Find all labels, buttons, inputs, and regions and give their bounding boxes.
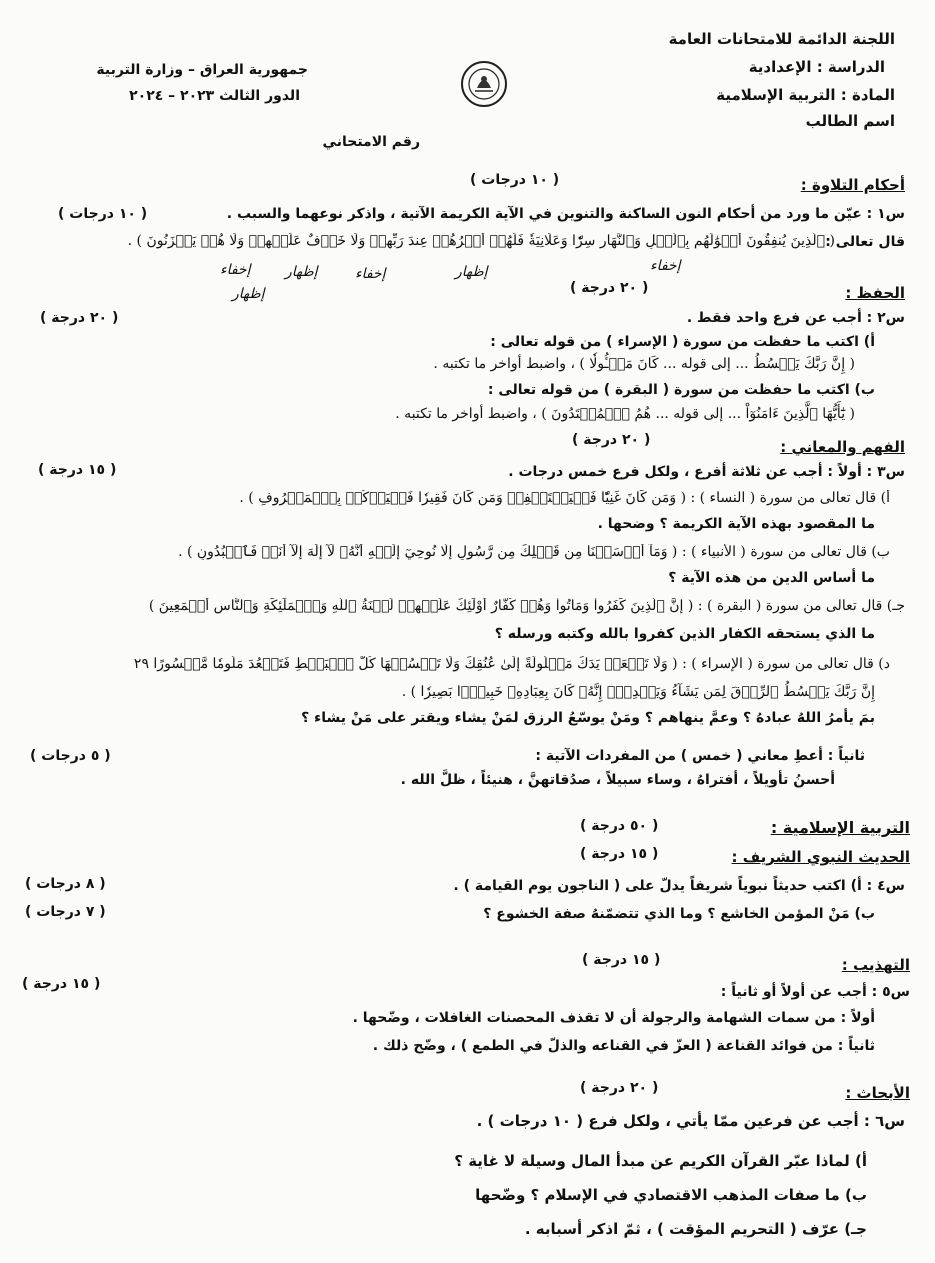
q1-text: س١ : عيّن ما ورد من أحكام النون الساكنة والتنوين في الآية الكريمة الآتية ، واذكر نوعهما والسبب . [226, 206, 905, 222]
handwritten-note: إظهار [232, 286, 265, 302]
q1-verse: ( ٱلَّذِينَ يُنفِقُونَ أَمۡوَٰلَهُم بِٱلَّيۡلِ وَٱلنَّهَارِ سِرّٗا وَعَلَانِيَةٗ فَلَهُمۡ أَجۡرُهُمۡ عِندَ رَبِّهِمۡ وَلَا خَوۡفٌ عَلَيۡهِمۡ وَلَا هُمۡ يَحۡزَنُونَ ) . [127, 233, 835, 249]
q5-first: أولاً : من سمات الشهامة والرجولة أن لا تقذف المحصنات الغافلات ، وضّحها . [352, 1010, 875, 1026]
q2-b-line2: ( يَٰٓأَيُّهَا ٱلَّذِينَ ءَامَنُوٓاْ ... إلى قوله ... هُمُ ٱلۡمُهۡتَدُونَ ) ، واضبط أواخر ما تكتبه . [395, 406, 855, 422]
q3-d-line3: بمَ يأمرُ اللهُ عبادهُ ؟ وعمَّ ينهاهم ؟ ومَنْ يوسّعُ الرزق لمَنْ يشاء ويقتر على مَنْ يشاء ؟ [301, 710, 875, 726]
q3-text: س٣ : أولاً : أجب عن ثلاثة أفرع ، ولكل فرع خمس درجات . [508, 464, 905, 480]
q5-text: س٥ : أجب عن أولاً أو ثانياً : [720, 984, 910, 1000]
q2-a-line2: ( إِنَّ رَبَّكَ يَبۡسُطُ ... إلى قوله ... كَانَ مَسۡـُٔولٗا ) ، واضبط أواخر ما تكتبه . [433, 356, 855, 372]
thaniyan-text: ثانياً : أعطِ معاني ( خمس ) من المفردات الآتية : [535, 748, 865, 764]
committee-name: اللجنة الدائمة للامتحانات العامة [668, 30, 895, 48]
q6-b: ب) ما صفات المذهب الاقتصادي في الإسلام ؟ وضّحها [475, 1186, 867, 1204]
tahdheeb-heading: التهذيب : [841, 956, 910, 974]
subject: المادة : التربية الإسلامية [716, 86, 895, 104]
q6-a: أ) لماذا عبّر القرآن الكريم عن مبدأ المال وسيلة لا غاية ؟ [454, 1152, 867, 1170]
abhath-marks: ( ٢٠ درجة ) [580, 1080, 659, 1096]
verse-intro: قال تعالى : [825, 234, 905, 250]
tilawa-marks: ( ١٠ درجات ) [470, 172, 560, 188]
q2-text: س٢ : أجب عن فرع واحد فقط . [686, 310, 905, 326]
tarbiya-marks: ( ٥٠ درجة ) [580, 818, 659, 834]
q3-marks: ( ١٥ درجة ) [38, 462, 117, 478]
q3-a-line2: ما المقصود بهذه الآية الكريمة ؟ وضحها . [597, 516, 875, 532]
thaniyan-marks: ( ٥ درجات ) [30, 748, 111, 764]
ministry-seal-icon [460, 60, 508, 108]
q3-b-line2: ما أساس الدين من هذه الآية ؟ [668, 570, 875, 586]
q1-marks: ( ١٠ درجات ) [58, 206, 148, 222]
q2-b-line1: ب) اكتب ما حفظت من سورة ( البقرة ) من قوله تعالى : [487, 382, 875, 398]
q6-text: س٦ : أجب عن فرعين ممّا يأتي ، ولكل فرع ( ١٠ درجات ) . [476, 1112, 905, 1130]
q5-second: ثانياً : من فوائد القناعة ( العزّ في القناعه والذلّ في الطمع ) ، وضّح ذلك . [372, 1038, 875, 1054]
q3-d-line2: إِنَّ رَبَّكَ يَبۡسُطُ ٱلرِّزۡقَ لِمَن يَشَآءُ وَيَقۡدِرُۚ إِنَّهُۥ كَانَ بِعِبَادِهِۦ خَبِيرَۢا بَصِيرٗا ) . [401, 684, 875, 700]
student-name-label: اسم الطالب [805, 112, 895, 130]
hifz-marks: ( ٢٠ درجة ) [570, 280, 649, 296]
handwritten-note: إظهار [285, 264, 318, 280]
country-ministry: جمهورية العراق – وزارة التربية [96, 62, 308, 78]
handwritten-note: إظهار [455, 264, 488, 280]
fahm-heading: الفهم والمعاني : [780, 438, 905, 456]
hadith-heading: الحديث النبوي الشريف : [731, 848, 910, 866]
fahm-marks: ( ٢٠ درجة ) [572, 432, 651, 448]
tarbiya-heading: التربية الإسلامية : [770, 818, 910, 837]
exam-number-label: رقم الامتحاني [322, 134, 420, 150]
q2-marks: ( ٢٠ درجة ) [40, 310, 119, 326]
vocab-words: أحسنُ تأويلاً ، أفتراهُ ، وساء سبيلاً ، صدُقاتهنَّ ، هنيئاً ، ظلَّ الله . [400, 772, 835, 788]
hadith-marks: ( ١٥ درجة ) [580, 846, 659, 862]
handwritten-note: إخفاء [650, 258, 681, 274]
q3-c-line1: جـ) قال تعالى من سورة ( البقرة ) : ( إِنَّ ٱلَّذِينَ كَفَرُواْ وَمَاتُواْ وَهُمۡ كُفَّارٌ أُوْلَٰٓئِكَ عَلَيۡهِمۡ لَعۡنَةُ ٱللَّهِ وَٱلۡمَلَٰٓئِكَةِ وَٱلنَّاسِ أَجۡمَعِينَ ) [148, 598, 905, 614]
q5-marks: ( ١٥ درجة ) [22, 976, 101, 992]
q3-b-line1: ب) قال تعالى من سورة ( الأنبياء ) : ( وَمَآ أَرۡسَلۡنَا مِن قَبۡلِكَ مِن رَّسُولٍ إِلَّا نُوحِيٓ إِلَيۡهِ أَنَّهُۥ لَآ إِلَٰهَ إِلَّآ أَنَا۠ فَٱعۡبُدُونِ ) . [178, 544, 890, 560]
exam-round: الدور الثالث ٢٠٢٣ – ٢٠٢٤ [129, 88, 300, 104]
handwritten-note: إخفاء [355, 266, 386, 282]
abhath-heading: الأبحاث : [845, 1084, 910, 1102]
q4-b-marks: ( ٧ درجات ) [25, 904, 106, 920]
q2-a-line1: أ) اكتب ما حفظت من سورة ( الإسراء ) من قوله تعالى : [490, 334, 875, 350]
q4-a: س٤ : أ) اكتب حديثاً نبوياً شريفاً يدلّ على ( الناجون يوم القيامة ) . [453, 878, 905, 894]
q3-d-line1: د) قال تعالى من سورة ( الإسراء ) : ( وَلَا تَجۡعَلۡ يَدَكَ مَغۡلُولَةً إِلَىٰ عُنُقِكَ وَلَا تَبۡسُطۡهَا كُلَّ ٱلۡبَسۡطِ فَتَقۡعُدَ مَلُومٗا مَّحۡسُورًا ٢٩ [133, 656, 890, 672]
hifz-heading: الحفظ : [845, 284, 905, 302]
tahdheeb-marks: ( ١٥ درجة ) [582, 952, 661, 968]
q4-a-marks: ( ٨ درجات ) [25, 876, 106, 892]
handwritten-note: إخفاء [220, 262, 251, 278]
study-level: الدراسة : الإعدادية [748, 58, 885, 76]
q6-c: جـ) عرّف ( التحريم المؤقت ) ، ثمّ اذكر أسبابه . [524, 1220, 867, 1238]
q3-c-line2: ما الذي يستحقه الكفار الذين كفروا بالله وكتبه ورسله ؟ [494, 626, 875, 642]
q3-a-line1: أ) قال تعالى من سورة ( النساء ) : ( وَمَن كَانَ غَنِيّٗا فَلۡيَسۡتَعۡفِفۡ وَمَن كَانَ فَقِيرٗا فَلۡيَأۡكُلۡ بِٱلۡمَعۡرُوفِ ) . [239, 490, 890, 506]
tilawa-heading: أحكام التلاوة : [800, 176, 905, 194]
q4-b: ب) مَنْ المؤمن الخاشع ؟ وما الذي تتضمّنهُ صفة الخشوع ؟ [483, 906, 875, 922]
